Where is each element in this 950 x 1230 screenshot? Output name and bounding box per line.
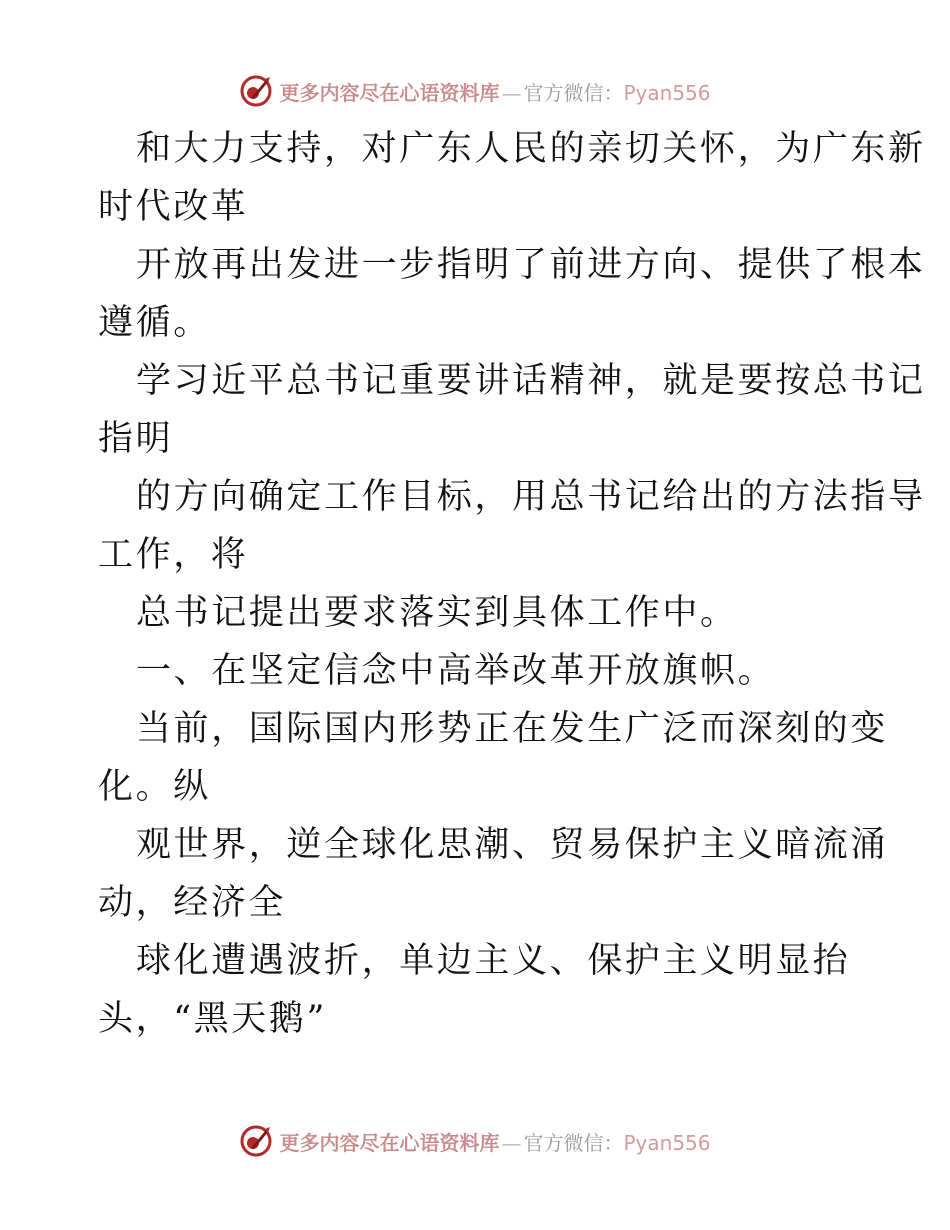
- watermark-wechat-id: Pyan556: [623, 1130, 711, 1155]
- header-watermark: [0, 71, 950, 111]
- text-line: 的方向确定工作目标，用总书记给出的方法指导: [136, 477, 926, 517]
- text-line: 动，经济全: [98, 883, 287, 923]
- watermark-brand: 更多内容尽在心语资料库: [279, 80, 500, 105]
- text-line: 头，“黑天鹅”: [98, 999, 327, 1039]
- text-line: 开放再出发进一步指明了前进方向、提供了根本: [136, 245, 926, 285]
- watermark-text: [279, 1127, 710, 1156]
- quill-logo-icon: [239, 74, 273, 108]
- watermark-official-label: 官方微信：: [523, 1130, 624, 1155]
- text-line: 化。纵: [98, 767, 211, 807]
- text-line: 工作，将: [98, 535, 249, 575]
- text-line: 和大力支持，对广东人民的亲切关怀，为广东新: [136, 129, 926, 169]
- watermark-wechat-id: Pyan556: [623, 80, 711, 105]
- watermark-official-label: 官方微信：: [523, 80, 624, 105]
- watermark-text: [279, 77, 710, 106]
- text-line: 学习近平总书记重要讲话精神，就是要按总书记: [136, 361, 926, 401]
- watermark-dash: —: [501, 80, 522, 105]
- text-line: 时代改革: [98, 187, 249, 227]
- text-line: 当前，国际国内形势正在发生广泛而深刻的变: [136, 709, 889, 749]
- text-line: 遵循。: [98, 303, 211, 343]
- quill-logo-icon: [239, 1124, 273, 1158]
- text-line: 指明: [98, 419, 174, 459]
- text-line: 总书记提出要求落实到具体工作中。: [136, 593, 738, 633]
- text-line: 球化遭遇波折，单边主义、保护主义明显抬: [136, 941, 851, 981]
- footer-watermark: [0, 1121, 950, 1161]
- watermark-brand: 更多内容尽在心语资料库: [279, 1130, 500, 1155]
- text-line: 一、在坚定信念中高举改革开放旗帜。: [136, 651, 776, 691]
- text-line: 观世界，逆全球化思潮、贸易保护主义暗流涌: [136, 825, 889, 865]
- watermark-dash: —: [501, 1130, 522, 1155]
- document-body: [98, 120, 926, 1048]
